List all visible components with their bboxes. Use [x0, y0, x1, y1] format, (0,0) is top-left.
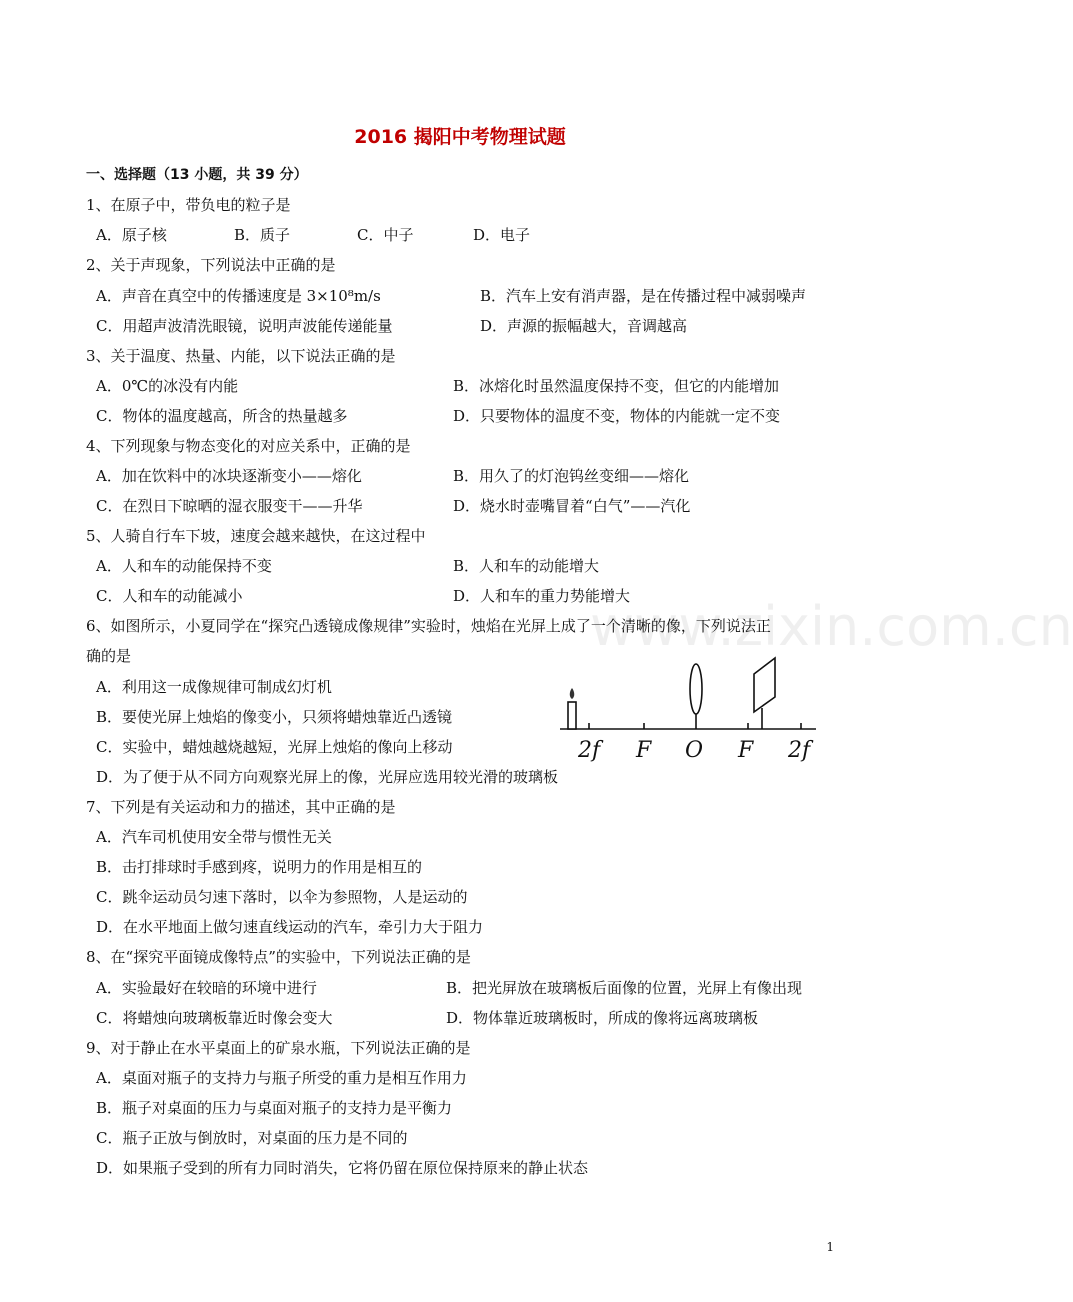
q4-option-d: D．烧水时壶嘴冒着“白气”——汽化: [453, 497, 691, 515]
q8-option-a: A．实验最好在较暗的环境中进行: [96, 979, 317, 997]
question-3-stem: 3、关于温度、热量、内能，以下说法正确的是: [86, 347, 396, 365]
q9-option-a: A．桌面对瓶子的支持力与瓶子所受的重力是相互作用力: [96, 1069, 467, 1087]
q5-option-a: A．人和车的动能保持不变: [96, 557, 272, 575]
convex-lens: [690, 664, 702, 714]
q5-option-b: B．人和车的动能增大: [453, 557, 600, 575]
question-2-stem: 2、关于声现象，下列说法中正确的是: [86, 256, 336, 274]
q4-option-b: B．用久了的灯泡钨丝变细——熔化: [453, 467, 690, 485]
q4-option-a: A．加在饮料中的冰块逐渐变小——熔化: [96, 467, 362, 485]
watermark: www.zixin.com.cn: [590, 595, 1073, 658]
label-f-left: F: [636, 738, 652, 763]
candle: [568, 688, 576, 729]
q3-option-a: A．0℃的冰没有内能: [96, 377, 239, 395]
q6-option-a: A．利用这一成像规律可制成幻灯机: [96, 678, 332, 696]
q4-option-c: C．在烈日下晾晒的湿衣服变干——升华: [96, 497, 363, 515]
q8-option-c: C．将蜡烛向玻璃板靠近时像会变大: [96, 1009, 333, 1027]
q3-option-b: B．冰熔化时虽然温度保持不变，但它的内能增加: [453, 377, 780, 395]
q1-option-b: B．质子: [234, 226, 291, 244]
q3-option-c: C．物体的温度越高，所含的热量越多: [96, 407, 348, 425]
q1-option-d: D．电子: [473, 226, 531, 244]
q3-option-d: D．只要物体的温度不变，物体的内能就一定不变: [453, 407, 781, 425]
q6-option-d: D．为了便于从不同方向观察光屏上的像，光屏应选用较光滑的玻璃板: [96, 768, 559, 786]
label-o: O: [685, 738, 704, 763]
section-heading: 一、选择题（13 小题，共 39 分）: [86, 167, 308, 183]
q1-option-a: A．原子核: [96, 226, 167, 244]
q5-option-d: D．人和车的重力势能增大: [453, 587, 631, 605]
question-9-stem: 9、对于静止在水平桌面上的矿泉水瓶，下列说法正确的是: [86, 1039, 471, 1057]
question-7-stem: 7、下列是有关运动和力的描述，其中正确的是: [86, 798, 396, 816]
label-f-right: F: [738, 738, 754, 763]
q7-option-c: C．跳伞运动员匀速下落时，以伞为参照物，人是运动的: [96, 888, 468, 906]
q2-option-c: C．用超声波清洗眼镜，说明声波能传递能量: [96, 317, 393, 335]
q2-option-b: B．汽车上安有消声器，是在传播过程中减弱噪声: [480, 287, 807, 305]
q9-option-d: D．如果瓶子受到的所有力同时消失，它将仍留在原位保持原来的静止状态: [96, 1159, 589, 1177]
q6-option-c: C．实验中，蜡烛越烧越短，光屏上烛焰的像向上移动: [96, 738, 453, 756]
q7-option-d: D．在水平地面上做匀速直线运动的汽车，牵引力大于阻力: [96, 918, 484, 936]
flame-icon: [570, 688, 575, 699]
question-8-stem: 8、在“探究平面镜成像特点”的实验中，下列说法正确的是: [86, 948, 471, 966]
q8-option-d: D．物体靠近玻璃板时，所成的像将远离玻璃板: [446, 1009, 759, 1027]
question-1-stem: 1、在原子中，带负电的粒子是: [86, 196, 291, 214]
question-6-stem-cont: 确的是: [86, 647, 132, 665]
page-number: 1: [826, 1240, 834, 1254]
q7-option-a: A．汽车司机使用安全带与惯性无关: [96, 828, 332, 846]
question-6-stem: 6、如图所示，小夏同学在“探究凸透镜成像规律”实验时，烛焰在光屏上成了一个清晰的像，下列说法正: [86, 617, 771, 635]
q9-option-b: B．瓶子对桌面的压力与桌面对瓶子的支持力是平衡力: [96, 1099, 453, 1117]
q7-option-b: B．击打排球时手感到疼，说明力的作用是相互的: [96, 858, 423, 876]
light-screen: [754, 658, 775, 729]
q1-option-c: C．中子: [357, 226, 414, 244]
q9-option-c: C．瓶子正放与倒放时，对桌面的压力是不同的: [96, 1129, 408, 1147]
q5-option-c: C．人和车的动能减小: [96, 587, 243, 605]
q2-option-d: D．声源的振幅越大，音调越高: [480, 317, 688, 335]
question-5-stem: 5、人骑自行车下坡，速度会越来越快，在这过程中: [86, 527, 426, 545]
q8-option-b: B．把光屏放在玻璃板后面像的位置，光屏上有像出现: [446, 979, 803, 997]
q6-option-b: B．要使光屏上烛焰的像变小，只须将蜡烛靠近凸透镜: [96, 708, 453, 726]
question-4-stem: 4、下列现象与物态变化的对应关系中，正确的是: [86, 437, 411, 455]
label-2f-left: 2f: [578, 738, 601, 763]
label-2f-right: 2f: [788, 738, 811, 763]
convex-lens-diagram: [552, 652, 822, 787]
q2-option-a: A．声音在真空中的传播速度是 3×10⁸m/s: [96, 287, 381, 305]
page-title: 2016 揭阳中考物理试题: [354, 126, 566, 148]
